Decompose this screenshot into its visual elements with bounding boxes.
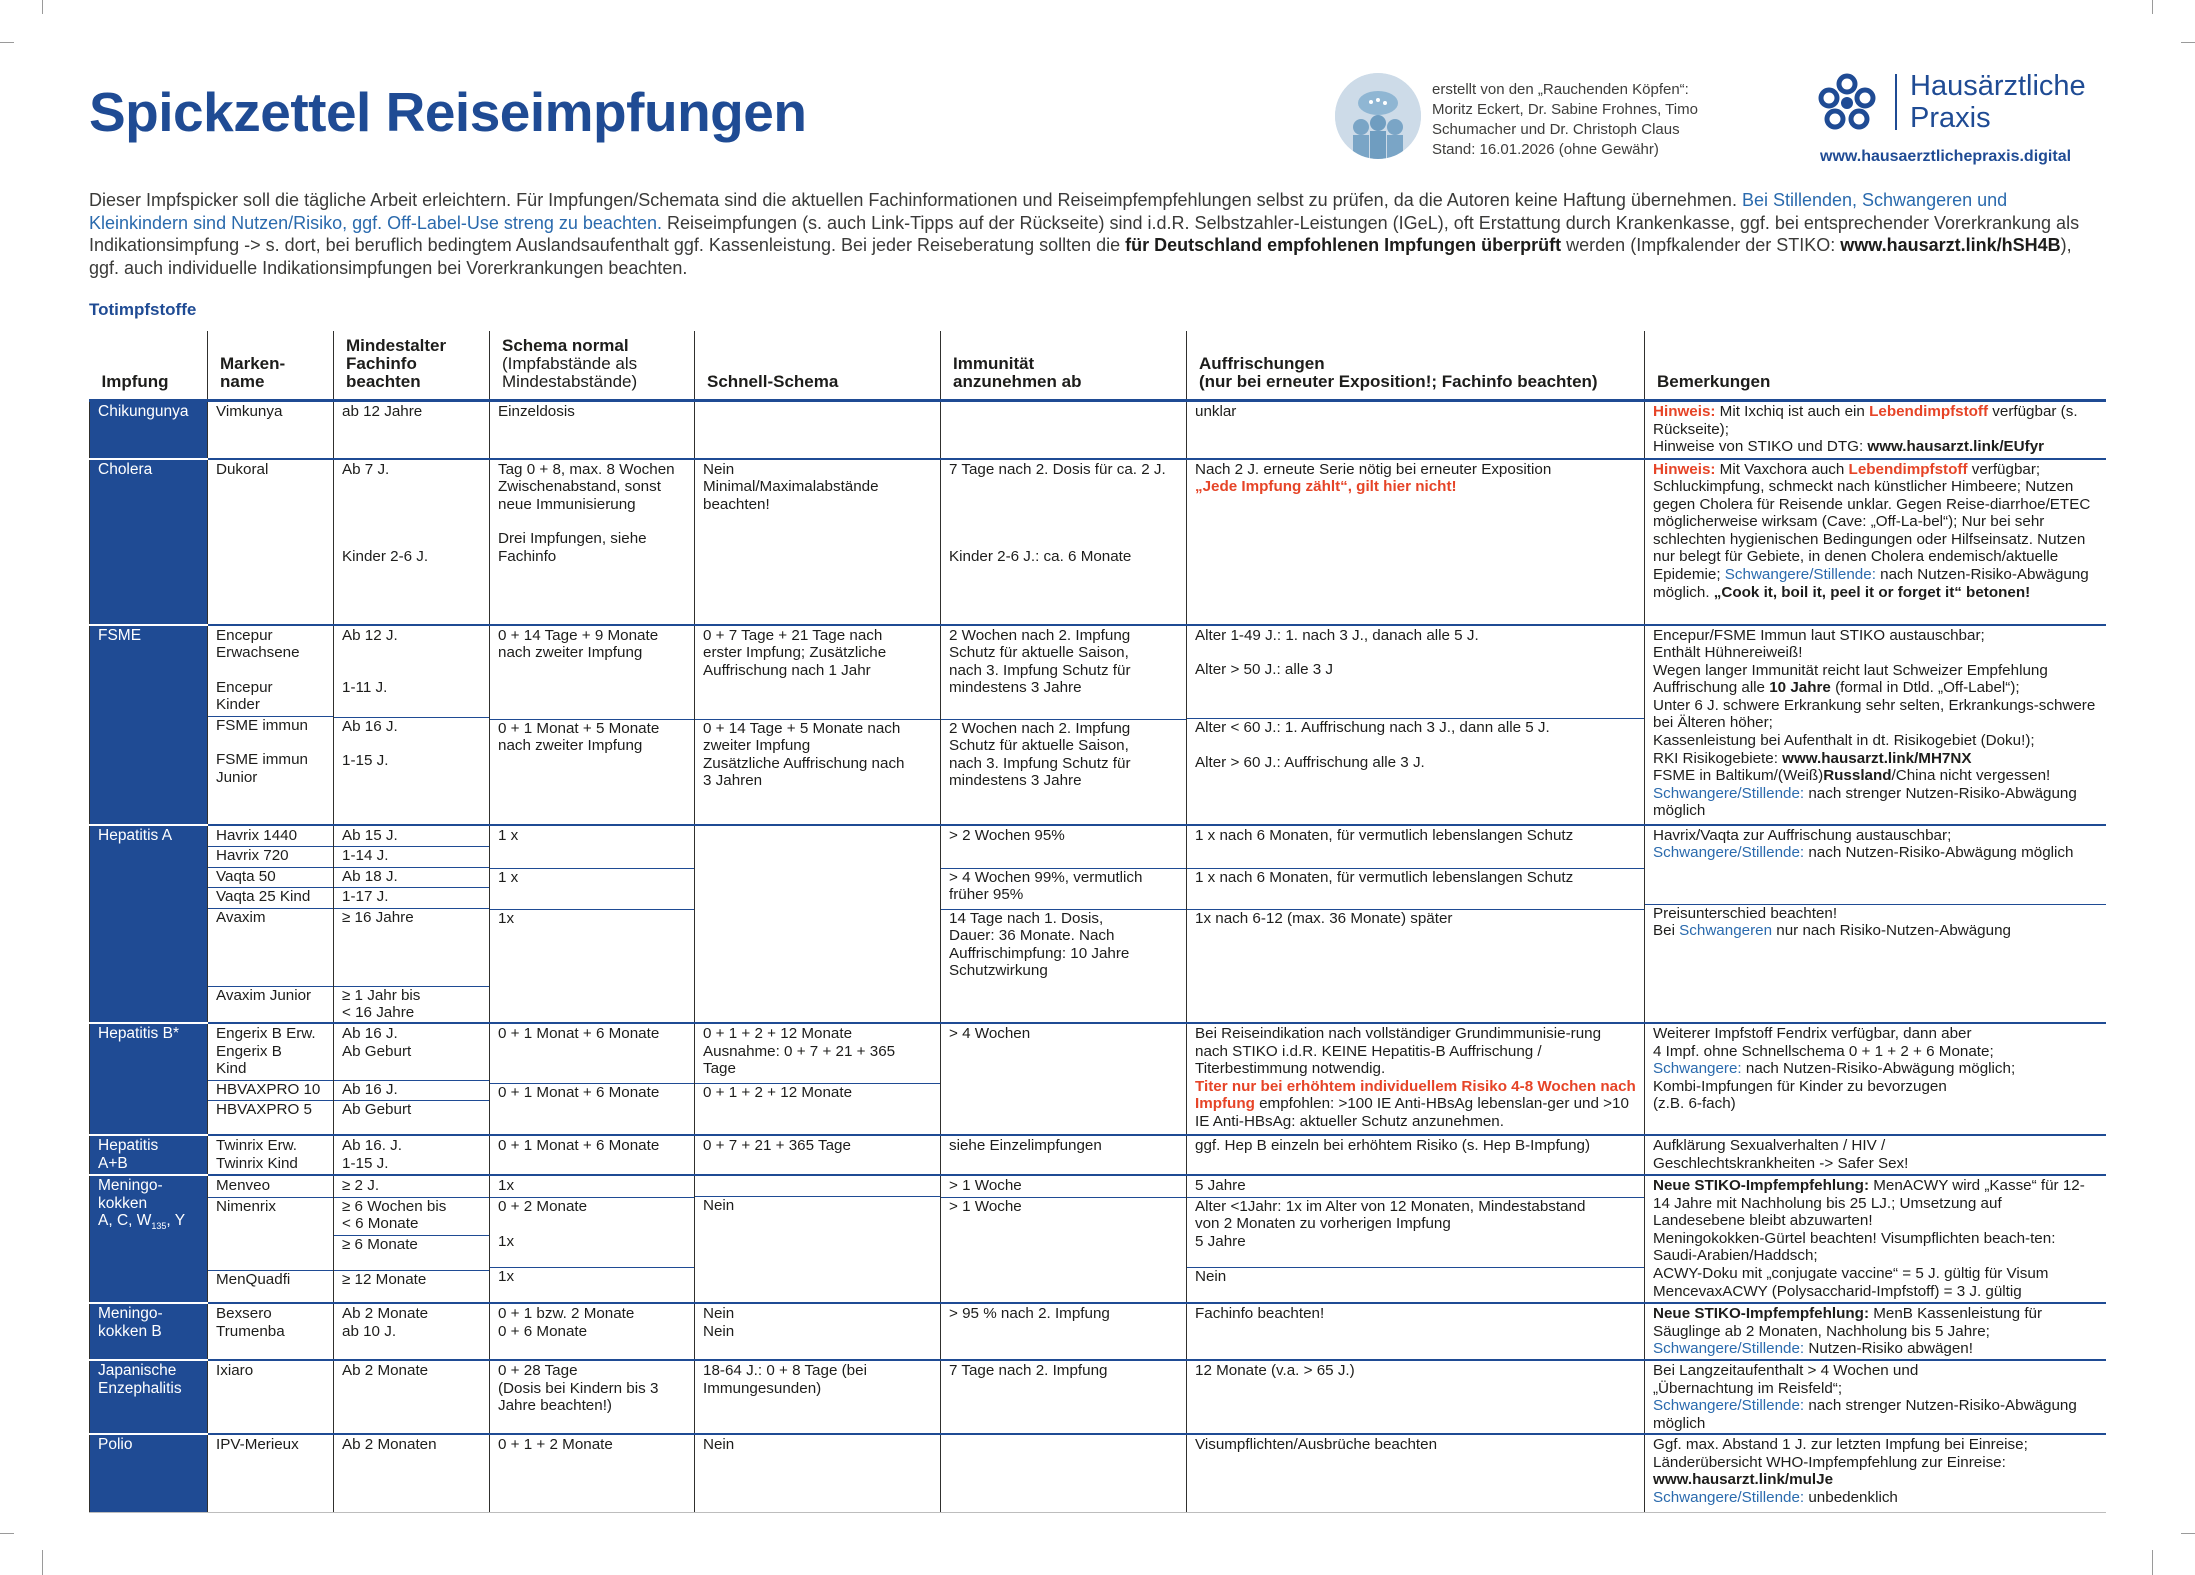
min-age: Ab 15 J. 1-14 J. Ab 18 J. 1-17 J. ≥ 16 Jahre ≥ 1 Jahr bis < 16 Jahre xyxy=(334,825,490,1024)
booster: Alter 1-49 J.: 1. nach 3 J., danach alle 5 J. Alter > 50 J.: alle 3 J Alter < 60 J.: 1. Auffrischung nach 3 J., dann alle 5 J. Alter > 60 J.: Auffrischung alle 3 J. xyxy=(1187,625,1645,825)
schnell-schema xyxy=(695,401,941,459)
booster: 12 Monate (v.a. > 65 J.) xyxy=(1187,1360,1645,1434)
crop-mark xyxy=(0,42,14,43)
section-heading: Totimpfstoffe xyxy=(89,300,197,319)
header-auffrischung: Auffrischungen (nur bei erneuter Exposition!; Fachinfo beachten) xyxy=(1187,331,1645,401)
schnell-schema: 0 + 1 + 2 + 12 Monate Ausnahme: 0 + 7 + 21 + 365 Tage 0 + 1 + 2 + 12 Monate xyxy=(695,1023,941,1135)
table-row xyxy=(90,1434,2106,1512)
intro-text xyxy=(89,189,2099,279)
logo-line-2: Praxis xyxy=(1910,102,1991,134)
schnell-schema: 0 + 7 + 21 + 365 Tage xyxy=(695,1135,941,1175)
brand-name: Menveo Nimenrix MenQuadfi xyxy=(208,1175,334,1303)
header-impfung: Impfung xyxy=(90,331,208,401)
authors-line: Stand: 16.01.2026 (ohne Gewähr) xyxy=(1432,141,1659,158)
vaccine-name: Polio xyxy=(90,1434,208,1512)
schema-normal: 0 + 28 Tage (Dosis bei Kindern bis 3 Jahre beachten!) xyxy=(490,1360,695,1434)
logo-line-1: Hausärztliche xyxy=(1910,70,2086,102)
schnell-schema: Nein xyxy=(695,1434,941,1512)
brand-name: Engerix B Erw. Engerix B Kind HBVAXPRO 10 HBVAXPRO 5 xyxy=(208,1023,334,1135)
schema-normal: 1x 0 + 2 Monate 1x 1x xyxy=(490,1175,695,1303)
logo-text xyxy=(1910,70,2086,134)
schema-normal: 1 x 1 x 1x xyxy=(490,825,695,1024)
table-row xyxy=(90,1175,2106,1303)
booster: Visumpflichten/Ausbrüche beachten xyxy=(1187,1434,1645,1512)
immunity: > 95 % nach 2. Impfung xyxy=(941,1303,1187,1360)
schema-normal: 0 + 1 + 2 Monate xyxy=(490,1434,695,1512)
immunity xyxy=(941,401,1187,459)
booster: Nach 2 J. erneute Serie nötig bei erneuter Exposition „Jede Impfung zählt“, gilt hier nicht! xyxy=(1187,459,1645,625)
remarks: Neue STIKO-Impfempfehlung: MenB Kassenleistung für Säuglinge ab 2 Monaten, Nachholung bis 5 Jahre; Schwangere/Stillende: Nutzen-Risiko abwägen! xyxy=(1645,1303,2106,1360)
immunity xyxy=(941,1434,1187,1512)
table-row xyxy=(90,459,2106,625)
booster: 5 Jahre Alter <1Jahr: 1x im Alter von 12 Monaten, Mindestabstand von 2 Monaten zu vorherigen Impfung 5 Jahre Nein xyxy=(1187,1175,1645,1303)
header-alter: Mindestalter Fachinfo beachten xyxy=(334,331,490,401)
intro-part: ), ggf. auch individuelle Indikationsimpfungen bei Vorerkrankungen beachten. xyxy=(89,235,2072,278)
crop-mark xyxy=(2181,42,2195,43)
remarks: Hinweis: Mit Vaxchora auch Lebendimpfstoff verfügbar; Schluckimpfung, schmeckt nach künstlicher Himbeere; Nutzen gegen Cholera für Reisende unklar. Gegen Reise-diarrhoe/ETEC möglicherweise wirksam (Cave: „Off-La-bel“); Nur bei sehr schlechten hygienischen Bedingungen oder Hilfseinsatz. Nutzen nur belegt für Gebiete, in denen Cholera endemisch/aktuelle Epidemie; Schwangere/Stillende: nach Nutzen-Risiko-Abwägung möglich. „Cook it, boil it, peel it or forget it“ betonen! xyxy=(1645,459,2106,625)
intro-part: werden (Impfkalender der STIKO: xyxy=(1561,235,1841,255)
brand-name: IPV-Merieux xyxy=(208,1434,334,1512)
immunity: > 2 Wochen 95% > 4 Wochen 99%, vermutlich früher 95% 14 Tage nach 1. Dosis, Dauer: 36 Monate. Nach Auffrischimpfung: 10 Jahre Schutzwirkung xyxy=(941,825,1187,1024)
immunity: 7 Tage nach 2. Impfung xyxy=(941,1360,1187,1434)
schema-normal: Tag 0 + 8, max. 8 Wochen Zwischenabstand, sonst neue Immunisierung Drei Impfungen, siehe Fachinfo xyxy=(490,459,695,625)
crop-mark xyxy=(2152,1550,2153,1575)
min-age: ≥ 2 J. ≥ 6 Wochen bis < 6 Monate ≥ 6 Monate ≥ 12 Monate xyxy=(334,1175,490,1303)
schema-normal: 0 + 14 Tage + 9 Monate nach zweiter Impfung 0 + 1 Monat + 5 Monate nach zweiter Impfung xyxy=(490,625,695,825)
min-age: ab 12 Jahre xyxy=(334,401,490,459)
header-marke: Marken- name xyxy=(208,331,334,401)
booster: ggf. Hep B einzeln bei erhöhtem Risiko (s. Hep B-Impfung) xyxy=(1187,1135,1645,1175)
vaccine-name: Hepatitis B* xyxy=(90,1023,208,1135)
remarks: Hinweis: Mit Ixchiq ist auch ein Lebendimpfstoff verfügbar (s. Rückseite); Hinweise von STIKO und DTG: www.hausarzt.link/EUfyr xyxy=(1645,401,2106,459)
intro-emphasis: für Deutschland empfohlenen Impfungen überprüft xyxy=(1125,235,1562,255)
min-age: Ab 2 Monate xyxy=(334,1360,490,1434)
authors-line: erstellt von den „Rauchenden Köpfen“: xyxy=(1432,81,1689,98)
brand-name: Encepur Erwachsene Encepur Kinder FSME immun FSME immun Junior xyxy=(208,625,334,825)
brand-name: Dukoral xyxy=(208,459,334,625)
authors-avatar xyxy=(1335,73,1421,159)
logo-icon xyxy=(1815,72,1879,132)
logo-divider xyxy=(1895,74,1897,130)
table-row xyxy=(90,1360,2106,1434)
intro-part: Dieser Impfspicker soll die tägliche Arbeit erleichtern. Für Impfungen/Schemata sind die aktuellen Fachinformationen und Reiseimpfempfehlungen selbst zu prüfen, da die Autoren keine Haftung übernehmen. xyxy=(89,190,1742,210)
header-schnell: Schnell-Schema xyxy=(695,331,941,401)
schema-normal: 0 + 1 bzw. 2 Monate 0 + 6 Monate xyxy=(490,1303,695,1360)
schema-normal: Einzeldosis xyxy=(490,401,695,459)
brand-name: Havrix 1440 Havrix 720 Vaqta 50 Vaqta 25 Kind Avaxim Avaxim Junior xyxy=(208,825,334,1024)
booster: 1 x nach 6 Monaten, für vermutlich lebenslangen Schutz 1 x nach 6 Monaten, für vermutlich lebenslangen Schutz 1x nach 6-12 (max. 36 Monate) später xyxy=(1187,825,1645,1024)
remarks: Aufklärung Sexualverhalten / HIV / Geschlechtskrankheiten -> Safer Sex! xyxy=(1645,1135,2106,1175)
brand-name: Twinrix Erw. Twinrix Kind xyxy=(208,1135,334,1175)
table-row xyxy=(90,1135,2106,1175)
crop-mark xyxy=(0,1533,14,1534)
booster: unklar xyxy=(1187,401,1645,459)
remarks: Encepur/FSME Immun laut STIKO austauschbar; Enthält Hühnereiweiß! Wegen langer Immunität reicht laut Schweizer Empfehlung Auffrischung alle 10 Jahre (formal in Dtld. „Off-Label“); Unter 6 J. schwere Erkrankung sehr selten, Erkrankungs-schwere bei Älteren höher; Kassenleistung bei Aufenthalt in dt. Risikogebiet (Doku!); RKI Risikogebiete: www.hausarzt.link/MH7NX FSME in Baltikum/(Weiß)Russland/China nicht vergessen! Schwangere/Stillende: nach strenger Nutzen-Risiko-Abwägung möglich xyxy=(1645,625,2106,825)
header-immun: Immunität anzunehmen ab xyxy=(941,331,1187,401)
table-header-row xyxy=(90,331,2106,401)
table-row xyxy=(90,1303,2106,1360)
schnell-schema: 0 + 7 Tage + 21 Tage nach erster Impfung; Zusätzliche Auffrischung nach 1 Jahr 0 + 14 Tage + 5 Monate nach zweiter Impfung Zusätzliche Auffrischung nach 3 Jahren xyxy=(695,625,941,825)
min-age: Ab 16 J. Ab Geburt Ab 16 J. Ab Geburt xyxy=(334,1023,490,1135)
intro-warning: Bei Stillenden, Schwangeren und Kleinkindern sind Nutzen/Risiko, ggf. Off-Label-Use streng zu beachten. xyxy=(89,190,2008,233)
remarks: Neue STIKO-Impfempfehlung: MenACWY wird „Kasse“ für 12-14 Jahre mit Nachholung bis 25 LJ.; Umsetzung auf Landesebene bleibt abzuwarten! Meningokokken-Gürtel beachten! Visumpflichten beach-ten: Saudi-Arabien/Haddsch; ACWY-Doku mit „conjugate vaccine“ = 5 J. gültig für Visum MencevaxACWY (Polysaccharid-Impfstoff) = 3 J. gültig xyxy=(1645,1175,2106,1303)
header-bemerkungen: Bemerkungen xyxy=(1645,331,2106,401)
vaccine-name: Meningo- kokken A, C, $W_{135}$, Y xyxy=(90,1175,208,1303)
vaccine-name: Japanische Enzephalitis xyxy=(90,1360,208,1434)
intro-link[interactable]: www.hausarzt.link/hSH4B xyxy=(1840,235,2061,255)
brand-name: Bexsero Trumenba xyxy=(208,1303,334,1360)
min-age: Ab 16. J. 1-15 J. xyxy=(334,1135,490,1175)
immunity: 7 Tage nach 2. Dosis für ca. 2 J. Kinder 2-6 J.: ca. 6 Monate xyxy=(941,459,1187,625)
schnell-schema xyxy=(695,825,941,1024)
schema-normal: 0 + 1 Monat + 6 Monate 0 + 1 Monat + 6 Monate xyxy=(490,1023,695,1135)
brand-name: Ixiaro xyxy=(208,1360,334,1434)
booster: Bei Reiseindikation nach vollständiger Grundimmunisie-rung nach STIKO i.d.R. KEINE Hepatitis-B Auffrischung / Titerbestimmung notwendig. Titer nur bei erhöhtem individuellem Risiko 4-8 Wochen nach Impfung empfohlen: >100 IE Anti-HBsAg lebenslan-ger und >10 IE Anti-HBsAg: aktueller Schutz anzunehmen. xyxy=(1187,1023,1645,1135)
schnell-schema: Nein Nein xyxy=(695,1303,941,1360)
authors-block xyxy=(1432,80,1762,160)
crop-mark xyxy=(2181,1533,2195,1534)
min-age: Ab 2 Monaten xyxy=(334,1434,490,1512)
remarks: Bei Langzeitaufenthalt > 4 Wochen und „Übernachtung im Reisfeld“; Schwangere/Stillende: nach strenger Nutzen-Risiko-Abwägung möglich xyxy=(1645,1360,2106,1434)
table-row xyxy=(90,825,2106,1024)
crop-mark xyxy=(42,0,43,14)
booster: Fachinfo beachten! xyxy=(1187,1303,1645,1360)
brand-name: Vimkunya xyxy=(208,401,334,459)
schnell-schema: Nein Minimal/Maximalabstände beachten! xyxy=(695,459,941,625)
immunity: > 1 Woche > 1 Woche xyxy=(941,1175,1187,1303)
crop-mark xyxy=(42,1550,43,1575)
intro-part: Reiseimpfungen (s. auch Link-Tipps auf der Rückseite) sind i.d.R. Selbstzahler-Leistungen (IGeL), oft Erstattung durch Krankenkasse, ggf. bei entsprechender Vorerkrankung als Indikationsimpfung -> s. dort, bei beruflich bedingtem Auslandsaufenthalt ggf. Kassenleistung. Bei jeder Reiseberatung sollten die xyxy=(89,212,2080,255)
vaccine-name: Cholera xyxy=(90,459,208,625)
vaccine-name: Meningo- kokken B xyxy=(90,1303,208,1360)
vaccine-name: Chikungunya xyxy=(90,401,208,459)
vaccine-name: FSME xyxy=(90,625,208,825)
immunity: 2 Wochen nach 2. Impfung Schutz für aktuelle Saison, nach 3. Impfung Schutz für mindestens 3 Jahre 2 Wochen nach 2. Impfung Schutz für aktuelle Saison, nach 3. Impfung Schutz für mindestens 3 Jahre xyxy=(941,625,1187,825)
table-row xyxy=(90,625,2106,825)
remarks: Ggf. max. Abstand 1 J. zur letzten Impfung bei Einreise; Länderübersicht WHO-Impfempfehlung zur Einreise: www.hausarzt.link/mulJe Schwangere/Stillende: unbedenklich xyxy=(1645,1434,2106,1512)
schnell-schema: Nein xyxy=(695,1175,941,1303)
vaccine-name: Hepatitis A xyxy=(90,825,208,1024)
header-schema: Schema normal (Impfabstände als Mindestabstände) xyxy=(490,331,695,401)
schnell-schema: 18-64 J.: 0 + 8 Tage (bei Immungesunden) xyxy=(695,1360,941,1434)
logo-url[interactable]: www.hausaerztlichepraxis.digital xyxy=(1820,148,2072,165)
min-age: Ab 2 Monate ab 10 J. xyxy=(334,1303,490,1360)
table-row xyxy=(90,1023,2106,1135)
min-age: Ab 12 J. 1-11 J. Ab 16 J. 1-15 J. xyxy=(334,625,490,825)
min-age: Ab 7 J. Kinder 2-6 J. xyxy=(334,459,490,625)
authors-line: Moritz Eckert, Dr. Sabine Frohnes, Timo xyxy=(1432,101,1698,118)
vaccine-name: Hepatitis A+B xyxy=(90,1135,208,1175)
immunity: > 4 Wochen xyxy=(941,1023,1187,1135)
authors-line: Schumacher und Dr. Christoph Claus xyxy=(1432,121,1680,138)
remarks: Weiterer Impfstoff Fendrix verfügbar, dann aber 4 Impf. ohne Schnellschema 0 + 1 + 2 + 6 Monate; Schwangere: nach Nutzen-Risiko-Abwägung möglich; Kombi-Impfungen für Kinder zu bevorzugen (z.B. 6-fach) xyxy=(1645,1023,2106,1135)
remarks: Havrix/Vaqta zur Auffrischung austauschbar; Schwangere/Stillende: nach Nutzen-Risiko-Abwägung möglich Preisunterschied beachten! Bei Schwangeren nur nach Risiko-Nutzen-Abwägung xyxy=(1645,825,2106,1024)
page-title: Spickzettel Reiseimpfungen xyxy=(89,81,807,143)
table-row xyxy=(90,401,2106,459)
schema-normal: 0 + 1 Monat + 6 Monate xyxy=(490,1135,695,1175)
crop-mark xyxy=(2152,0,2153,14)
vaccine-table xyxy=(89,331,2106,1513)
immunity: siehe Einzelimpfungen xyxy=(941,1135,1187,1175)
